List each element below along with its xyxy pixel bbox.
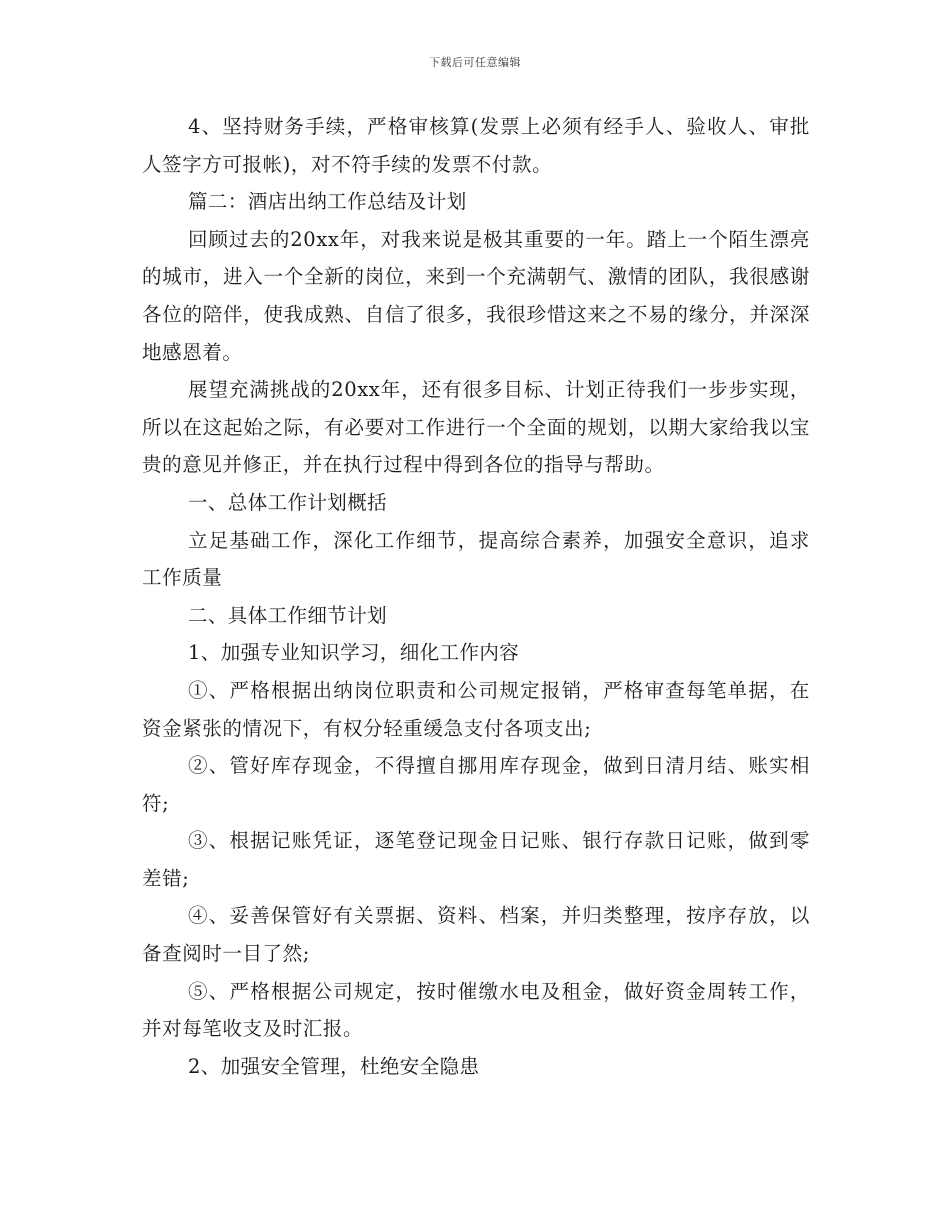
list-item-reimbursement: ①、严格根据出纳岗位职责和公司规定报销，严格审查每笔单据，在资金紧张的情况下，有权分轻重缓急支付各项支出; xyxy=(142,678,810,740)
page-header: 下载后可任意编辑 xyxy=(429,56,521,69)
paragraph-outlook: 展望充满挑战的20xx年，还有很多目标、计划正待我们一步步实现，所以在这起始之际，有必要对工作进行一个全面的规划，以期大家给我以宝贵的意见并修正，并在执行过程中得到各位的指导与帮助。 xyxy=(142,378,810,477)
paragraph-overall-plan: 立足基础工作，深化工作细节，提高综合素养，加强安全意识，追求工作质量 xyxy=(142,528,810,590)
section-title-part-two: 篇二：酒店出纳工作总结及计划 xyxy=(188,190,467,214)
list-item-cash-management: ②、管好库存现金，不得擅自挪用库存现金，做到日清月结、账实相符; xyxy=(142,754,810,815)
heading-overall-plan: 一、总体工作计划概括 xyxy=(188,490,388,514)
document-body xyxy=(142,108,810,1085)
list-item-document-storage: ④、妥善保管好有关票据、资料、档案，并归类整理，按序存放，以备查阅时一目了然; xyxy=(142,904,810,966)
heading-safety-management: 2、加强安全管理，杜绝安全隐患 xyxy=(188,1054,480,1078)
heading-knowledge-study: 1、加强专业知识学习，细化工作内容 xyxy=(188,641,520,665)
list-item-journal-entries: ③、根据记账凭证，逐笔登记现金日记账、银行存款日记账，做到零差错; xyxy=(142,829,810,890)
paragraph-financial-procedures: 4、坚持财务手续，严格审核算(发票上必须有经手人、验收人、审批人签字方可报帐)，对不符手续的发票不付款。 xyxy=(142,115,810,176)
heading-detail-plan: 二、具体工作细节计划 xyxy=(188,603,388,627)
list-item-rent-collection: ⑤、严格根据公司规定，按时催缴水电及租金，做好资金周转工作，并对每笔收支及时汇报。 xyxy=(142,979,810,1041)
paragraph-review: 回顾过去的20xx年，对我来说是极其重要的一年。踏上一个陌生漂亮的城市，进入一个全新的岗位，来到一个充满朝气、激情的团队，我很感谢各位的陪伴，使我成熟、自信了很多，我很珍惜这来之不易的缘分，并深深地感恩着。 xyxy=(142,227,810,364)
